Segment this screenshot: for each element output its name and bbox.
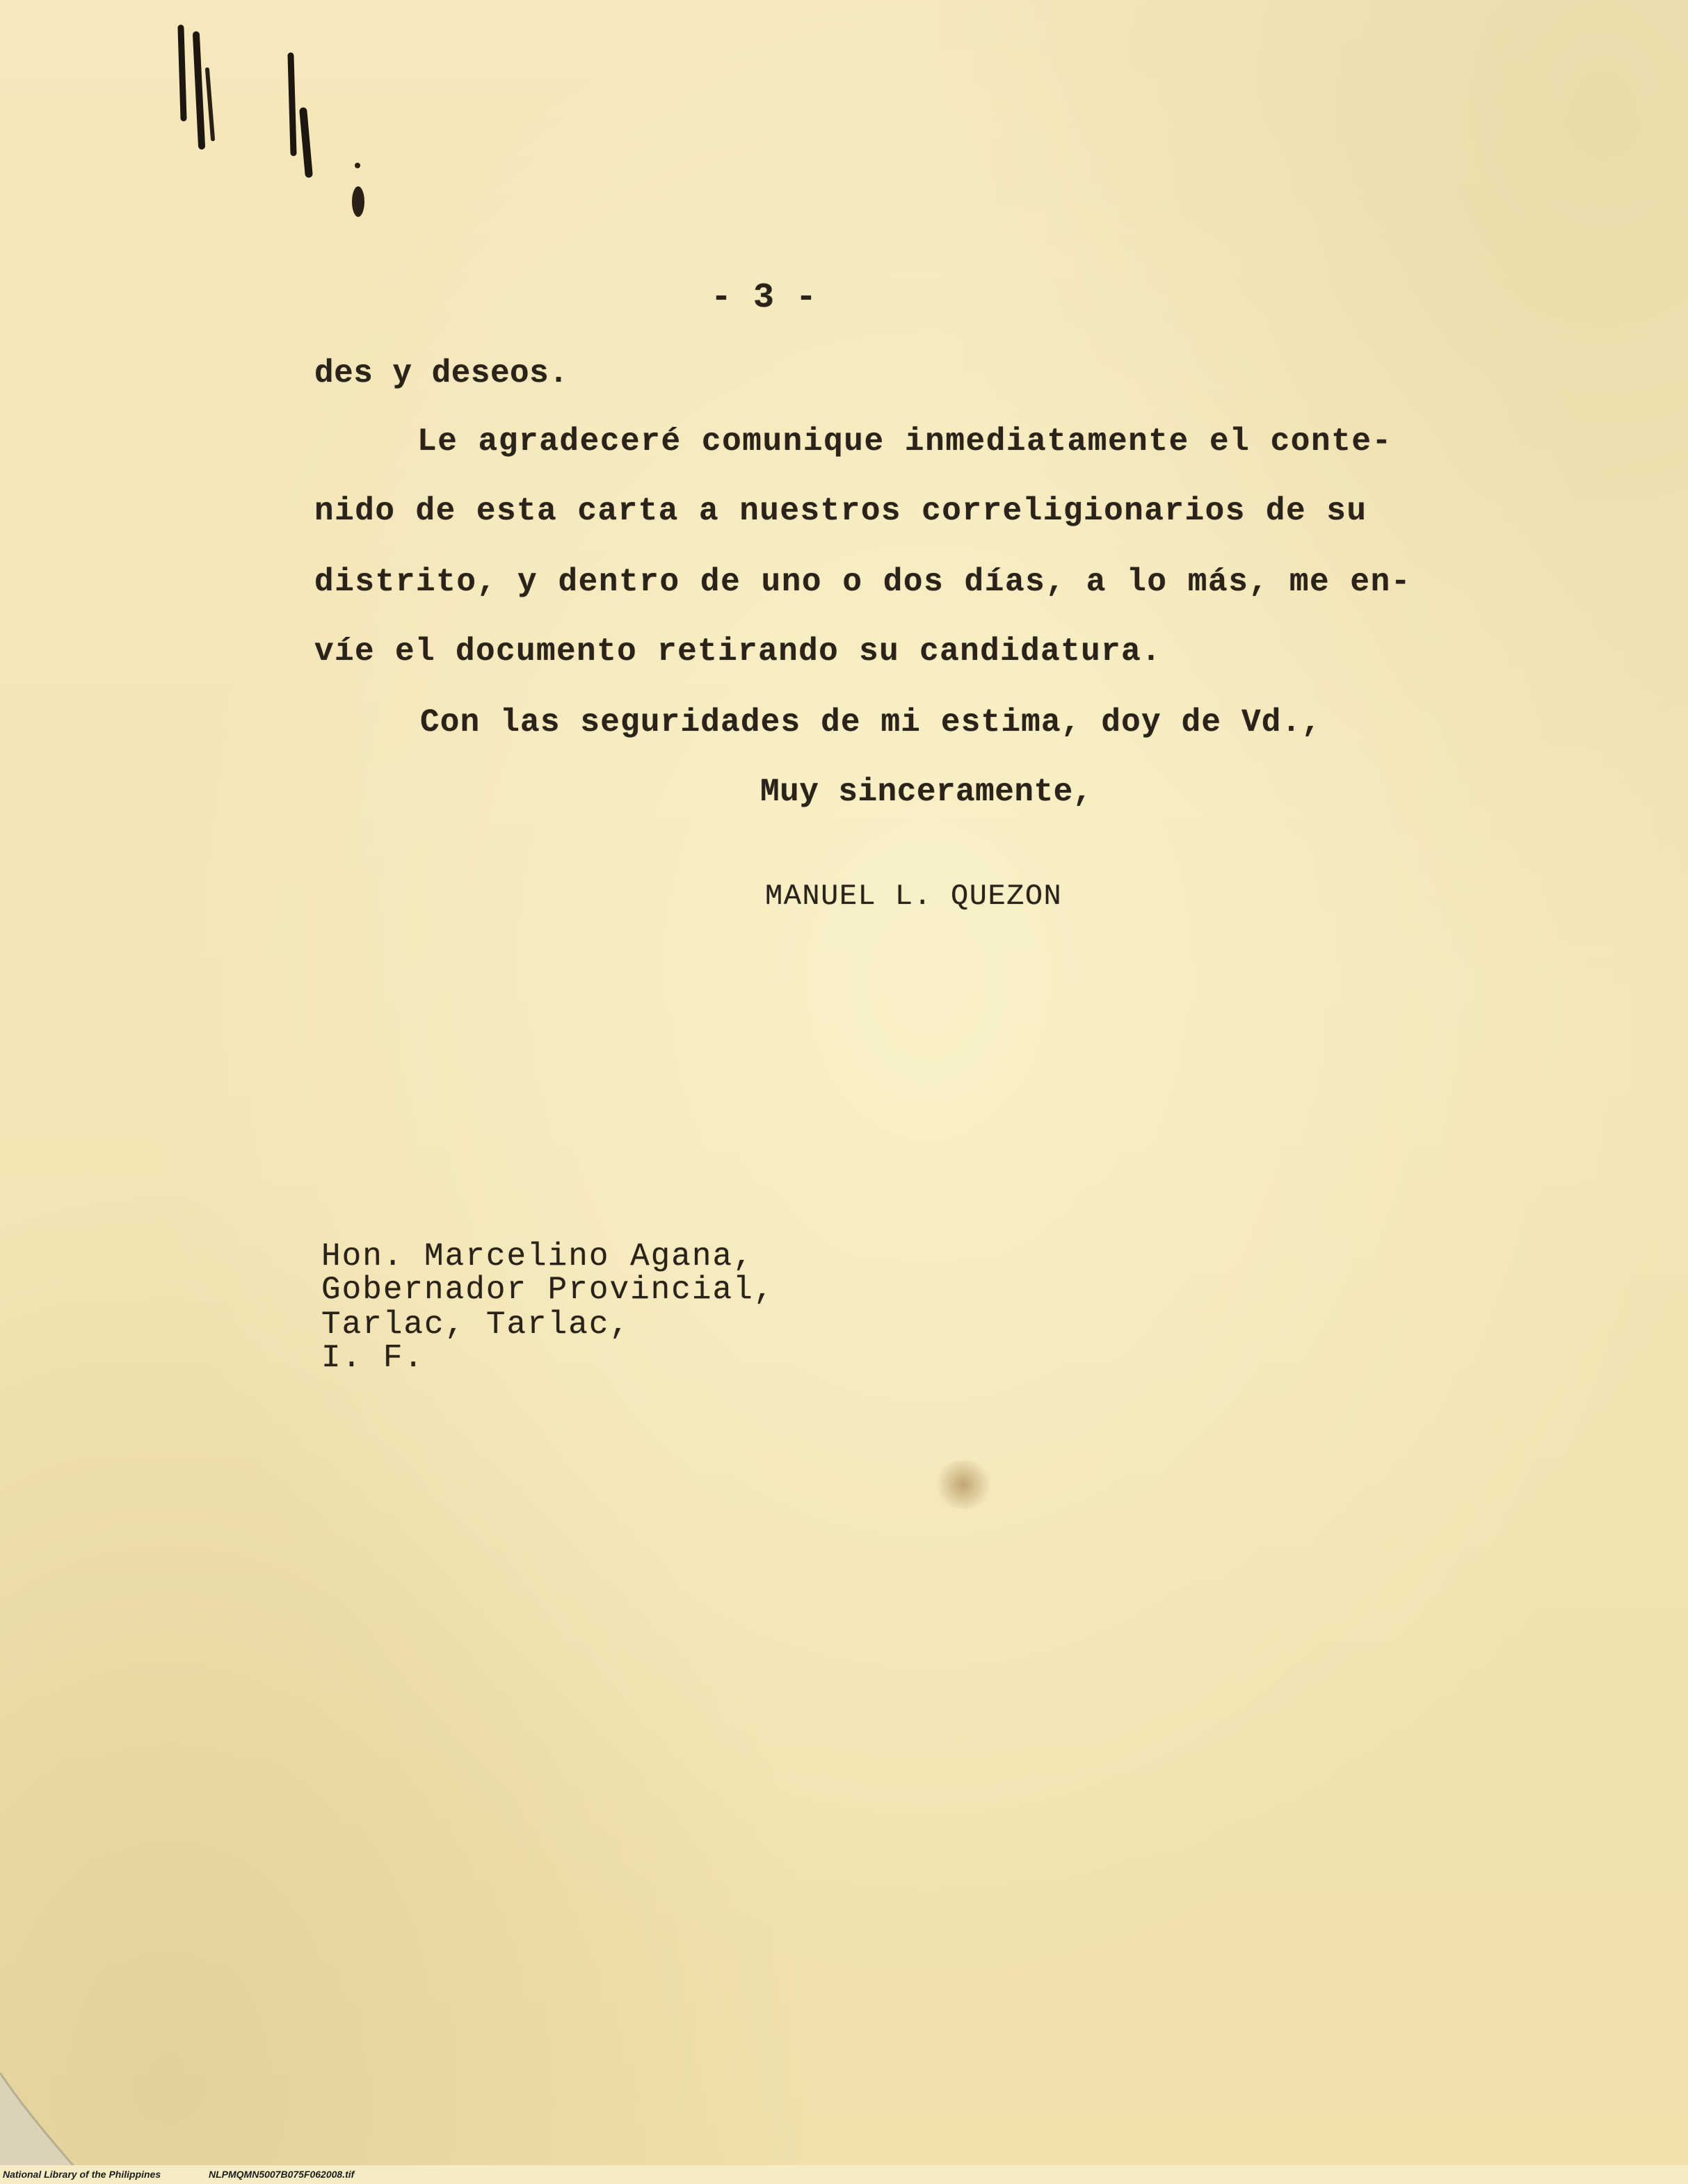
ink-marks-icon — [167, 14, 389, 236]
scan-footer — [0, 2165, 1688, 2184]
body-line-5: víe el documento retirando su candidatura. — [314, 633, 1162, 670]
closing: Muy sinceramente, — [760, 774, 1093, 810]
body-line-2: Le agradeceré comunique inmediatamente el conte- — [417, 423, 1392, 460]
recipient-line-3: Tarlac, Tarlac, — [321, 1307, 631, 1343]
page-number: - 3 - — [711, 278, 817, 318]
recipient-line-2: Gobernador Provincial, — [321, 1272, 775, 1308]
footer-filename: NLPMQMN5007B075F062008.tif — [209, 2169, 355, 2180]
body-line-4: distrito, y dentro de uno o dos días, a lo más, me en- — [314, 564, 1412, 600]
recipient-line-1: Hon. Marcelino Agana, — [321, 1238, 754, 1275]
footer-library: National Library of the Philippines — [3, 2169, 161, 2180]
body-line-6: Con las seguridades de mi estima, doy de Vd., — [420, 704, 1322, 741]
paper-stain — [932, 1460, 995, 1509]
recipient-line-4: I. F. — [321, 1340, 425, 1376]
body-line-1: des y deseos. — [314, 355, 569, 391]
body-line-3: nido de esta carta a nuestros correligionarios de su — [314, 493, 1367, 529]
signature-name: MANUEL L. QUEZON — [765, 880, 1063, 913]
